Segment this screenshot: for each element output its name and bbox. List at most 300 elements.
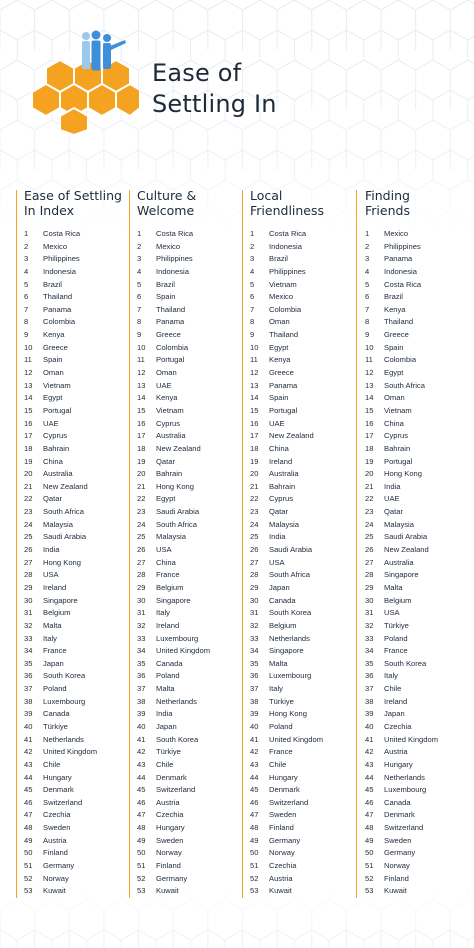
country-name: Kenya: [43, 330, 65, 340]
country-name: Malta: [156, 684, 175, 694]
rank-number: 53: [365, 886, 374, 896]
country-name: Panama: [269, 380, 298, 390]
rank-number: 27: [250, 557, 259, 567]
rank-number: 16: [365, 418, 374, 428]
rank-number: 34: [365, 646, 374, 656]
ranking-row: [24, 696, 132, 709]
ranking-row: [137, 873, 245, 886]
ranking-row: [365, 860, 473, 873]
ranking-row: [24, 620, 132, 633]
country-name: Canada: [156, 658, 183, 668]
rank-number: 51: [365, 861, 374, 871]
country-name: Philippines: [43, 254, 80, 264]
rank-number: 14: [24, 393, 33, 403]
ranking-row: [24, 354, 132, 367]
rank-number: 13: [365, 380, 374, 390]
country-name: Italy: [156, 608, 170, 618]
country-name: Costa Rica: [384, 279, 422, 289]
ranking-row: [24, 481, 132, 494]
rank-number: 16: [24, 418, 33, 428]
rank-number: 11: [24, 355, 32, 365]
ranking-row: [24, 443, 132, 456]
country-name: UAE: [384, 494, 400, 504]
column-heading-line: Culture &: [137, 188, 197, 203]
rank-number: 4: [365, 266, 370, 276]
rank-number: 17: [24, 431, 33, 441]
ranking-row: [24, 569, 132, 582]
rank-number: 6: [250, 292, 255, 302]
rank-number: 39: [250, 709, 259, 719]
country-name: Oman: [269, 317, 290, 327]
country-name: China: [156, 557, 176, 567]
ranking-row: [137, 279, 245, 292]
rank-number: 17: [250, 431, 259, 441]
column-heading: [137, 188, 245, 228]
country-name: Chile: [384, 684, 402, 694]
ranking-row: [137, 683, 245, 696]
rank-number: 31: [137, 608, 146, 618]
rank-number: 18: [365, 443, 374, 453]
country-name: Poland: [269, 721, 293, 731]
rank-number: 5: [365, 279, 370, 289]
country-name: Cyprus: [269, 494, 294, 504]
country-name: Austria: [384, 747, 408, 757]
rank-number: 50: [365, 848, 374, 858]
country-name: New Zealand: [156, 443, 201, 453]
country-name: Germany: [269, 835, 301, 845]
rank-number: 50: [137, 848, 146, 858]
ranking-row: [250, 481, 358, 494]
rank-number: 39: [24, 709, 33, 719]
rank-number: 9: [250, 330, 255, 340]
ranking-row: [137, 582, 245, 595]
rank-number: 46: [137, 797, 146, 807]
ranking-row: [250, 734, 358, 747]
ranking-row: [137, 266, 245, 279]
rank-number: 18: [250, 443, 259, 453]
ranking-row: [24, 367, 132, 380]
country-name: Finland: [269, 823, 294, 833]
country-name: Luxembourg: [156, 633, 199, 643]
rank-number: 5: [24, 279, 29, 289]
country-name: Japan: [384, 709, 405, 719]
rank-number: 7: [137, 304, 142, 314]
ranking-row: [365, 734, 473, 747]
ranking-row: [24, 797, 132, 810]
ranking-row: [250, 316, 358, 329]
ranking-row: [24, 329, 132, 342]
rank-number: 48: [365, 823, 374, 833]
rank-number: 44: [250, 772, 259, 782]
rank-number: 2: [137, 241, 142, 251]
rank-number: 12: [137, 368, 146, 378]
ranking-row: [250, 885, 358, 898]
ranking-row: [365, 304, 473, 317]
country-name: Portugal: [384, 456, 413, 466]
country-name: South Africa: [43, 507, 84, 517]
country-name: Germany: [384, 848, 416, 858]
ranking-row: [24, 506, 132, 519]
country-name: India: [269, 532, 286, 542]
rank-number: 40: [24, 721, 33, 731]
ranking-row: [137, 620, 245, 633]
rank-number: 26: [24, 545, 33, 555]
rank-number: 13: [137, 380, 146, 390]
ranking-row: [137, 291, 245, 304]
ranking-row: [24, 531, 132, 544]
rank-number: 32: [365, 620, 374, 630]
rank-number: 51: [137, 861, 146, 871]
ranking-row: [250, 456, 358, 469]
rank-number: 1: [24, 229, 29, 238]
ranking-row: [250, 784, 358, 797]
ranking-row: [137, 721, 245, 734]
rank-number: 1: [250, 229, 255, 238]
country-name: France: [156, 570, 180, 580]
country-name: Bahrain: [156, 469, 183, 479]
country-name: Malaysia: [269, 519, 299, 529]
country-name: United Kingdom: [156, 646, 211, 656]
ranking-row: [137, 443, 245, 456]
rank-number: 30: [250, 595, 259, 605]
country-name: Panama: [43, 304, 72, 314]
rank-number: 42: [24, 747, 33, 757]
rank-number: 11: [365, 355, 373, 365]
country-name: Oman: [156, 368, 177, 378]
country-name: Türkiye: [269, 696, 294, 706]
ranking-row: [365, 481, 473, 494]
country-name: Cyprus: [43, 431, 68, 441]
country-name: Denmark: [384, 810, 415, 820]
country-name: Hong Kong: [43, 557, 81, 567]
country-name: Poland: [156, 671, 180, 681]
country-name: New Zealand: [269, 431, 314, 441]
rank-number: 12: [250, 368, 259, 378]
rank-number: 22: [24, 494, 33, 504]
ranking-list: [24, 228, 132, 898]
ranking-row: [365, 746, 473, 759]
ranking-row: [365, 683, 473, 696]
country-name: Vietnam: [43, 380, 71, 390]
rank-number: 27: [365, 557, 374, 567]
rank-number: 37: [137, 684, 146, 694]
country-name: Australia: [43, 469, 73, 479]
country-name: Belgium: [384, 595, 412, 605]
country-name: Poland: [43, 684, 67, 694]
page-title-line-1: Ease of: [152, 59, 242, 87]
ranking-row: [365, 266, 473, 279]
country-name: Brazil: [156, 279, 175, 289]
ranking-row: [137, 342, 245, 355]
country-name: Kenya: [384, 304, 406, 314]
rank-number: 23: [250, 507, 259, 517]
ranking-row: [365, 253, 473, 266]
country-name: Austria: [43, 835, 67, 845]
country-name: Norway: [384, 861, 410, 871]
rank-number: 45: [250, 785, 259, 795]
ranking-row: [250, 873, 358, 886]
rank-number: 46: [24, 797, 33, 807]
rank-number: 26: [365, 545, 374, 555]
country-name: USA: [156, 545, 172, 555]
rank-number: 19: [137, 456, 146, 466]
rank-number: 2: [365, 241, 370, 251]
country-name: Ireland: [269, 456, 293, 466]
rank-number: 33: [250, 633, 259, 643]
rank-number: 30: [24, 595, 33, 605]
country-name: Thailand: [269, 330, 299, 340]
rank-number: 24: [250, 519, 259, 529]
rank-number: 14: [365, 393, 374, 403]
country-name: Japan: [269, 582, 290, 592]
ranking-row: [250, 822, 358, 835]
country-name: Chile: [43, 759, 61, 769]
rank-number: 2: [24, 241, 29, 251]
country-name: Luxembourg: [384, 785, 427, 795]
ranking-row: [137, 772, 245, 785]
country-name: UAE: [156, 380, 172, 390]
rank-number: 35: [365, 658, 374, 668]
rank-number: 22: [250, 494, 259, 504]
country-name: Norway: [43, 873, 69, 883]
country-name: Mexico: [269, 292, 294, 302]
ranking-row: [250, 721, 358, 734]
country-name: Spain: [43, 355, 63, 365]
rank-number: 34: [137, 646, 146, 656]
ranking-row: [24, 392, 132, 405]
country-name: Brazil: [269, 254, 288, 264]
rank-number: 50: [24, 848, 33, 858]
rank-number: 33: [365, 633, 374, 643]
rank-number: 39: [365, 709, 374, 719]
country-name: Saudi Arabia: [156, 507, 200, 517]
ranking-row: [137, 531, 245, 544]
column-heading-line: Local: [250, 188, 283, 203]
ranking-row: [250, 405, 358, 418]
rank-number: 39: [137, 709, 146, 719]
ranking-row: [24, 885, 132, 898]
country-name: Sweden: [43, 823, 71, 833]
ranking-row: [137, 418, 245, 431]
rank-number: 53: [24, 886, 33, 896]
country-name: China: [43, 456, 63, 466]
rank-number: 11: [250, 355, 258, 365]
rank-number: 12: [24, 368, 33, 378]
rank-number: 38: [250, 696, 259, 706]
ranking-row: [365, 418, 473, 431]
country-name: Denmark: [43, 785, 74, 795]
rank-number: 1: [137, 229, 142, 238]
ranking-row: [365, 797, 473, 810]
ranking-row: [24, 342, 132, 355]
country-name: Vietnam: [269, 279, 297, 289]
ranking-row: [365, 443, 473, 456]
ranking-row: [365, 519, 473, 532]
country-name: Costa Rica: [43, 229, 81, 238]
ranking-list: [250, 228, 358, 898]
ranking-row: [365, 582, 473, 595]
country-name: Finland: [43, 848, 68, 858]
country-name: Egypt: [43, 393, 63, 403]
ranking-row: [24, 468, 132, 481]
rank-number: 42: [137, 747, 146, 757]
ranking-row: [137, 885, 245, 898]
ranking-row: [365, 696, 473, 709]
rank-number: 37: [24, 684, 33, 694]
rank-number: 43: [250, 759, 259, 769]
rank-number: 23: [365, 507, 374, 517]
country-name: France: [384, 646, 408, 656]
ranking-row: [24, 519, 132, 532]
country-name: Hungary: [43, 772, 72, 782]
ranking-row: [365, 658, 473, 671]
rank-number: 16: [137, 418, 146, 428]
country-name: Egypt: [156, 494, 176, 504]
country-name: Philippines: [384, 241, 421, 251]
rank-number: 13: [250, 380, 259, 390]
rank-number: 32: [137, 620, 146, 630]
rank-number: 50: [250, 848, 259, 858]
rank-number: 53: [250, 886, 259, 896]
column-heading-line: Friendliness: [250, 203, 325, 218]
country-name: Singapore: [43, 595, 78, 605]
country-name: Malta: [384, 582, 403, 592]
rank-number: 26: [250, 545, 259, 555]
country-name: South Korea: [156, 734, 199, 744]
ranking-row: [24, 784, 132, 797]
ranking-row: [365, 569, 473, 582]
ranking-row: [250, 304, 358, 317]
ranking-row: [137, 367, 245, 380]
ranking-row: [137, 380, 245, 393]
ranking-row: [365, 885, 473, 898]
rank-number: 34: [24, 646, 33, 656]
ranking-row: [137, 481, 245, 494]
ranking-row: [250, 430, 358, 443]
ranking-row: [137, 430, 245, 443]
rank-number: 34: [250, 646, 259, 656]
country-name: Panama: [156, 317, 185, 327]
ranking-row: [250, 772, 358, 785]
country-name: Ireland: [156, 620, 180, 630]
rank-number: 41: [24, 734, 33, 744]
country-name: Canada: [269, 595, 296, 605]
rank-number: 18: [24, 443, 33, 453]
ranking-row: [365, 544, 473, 557]
column-heading-line: Welcome: [137, 203, 195, 218]
ranking-row: [250, 645, 358, 658]
ranking-row: [250, 557, 358, 570]
country-name: Qatar: [384, 507, 403, 517]
ranking-row: [137, 595, 245, 608]
country-name: Greece: [43, 342, 68, 352]
rank-number: 24: [24, 519, 33, 529]
country-name: Italy: [269, 684, 283, 694]
country-name: France: [269, 747, 293, 757]
ranking-list: [137, 228, 245, 898]
rank-number: 36: [250, 671, 259, 681]
country-name: Chile: [269, 759, 287, 769]
ranking-row: [24, 316, 132, 329]
ranking-row: [250, 544, 358, 557]
ranking-row: [137, 645, 245, 658]
ranking-row: [365, 835, 473, 848]
ranking-row: [24, 734, 132, 747]
ranking-row: [250, 670, 358, 683]
rank-number: 37: [365, 684, 374, 694]
country-name: Czechia: [384, 721, 412, 731]
country-name: Finland: [156, 861, 181, 871]
country-name: Mexico: [43, 241, 68, 251]
country-name: USA: [43, 570, 59, 580]
rank-number: 48: [24, 823, 33, 833]
ranking-row: [250, 658, 358, 671]
country-name: Portugal: [156, 355, 185, 365]
country-name: Canada: [43, 709, 70, 719]
ranking-row: [250, 746, 358, 759]
country-name: Kuwait: [384, 886, 407, 896]
ranking-row: [137, 822, 245, 835]
ranking-row: [137, 506, 245, 519]
ranking-row: [24, 847, 132, 860]
rank-number: 2: [250, 241, 255, 251]
rank-number: 52: [137, 873, 146, 883]
rank-number: 10: [24, 342, 33, 352]
ranking-row: [250, 620, 358, 633]
country-name: Luxembourg: [43, 696, 86, 706]
ranking-row: [365, 633, 473, 646]
ranking-row: [137, 468, 245, 481]
ranking-row: [250, 228, 358, 241]
ranking-row: [24, 253, 132, 266]
rank-number: 38: [365, 696, 374, 706]
rank-number: 27: [137, 557, 146, 567]
ranking-row: [137, 759, 245, 772]
ranking-row: [24, 772, 132, 785]
country-name: Cyprus: [156, 418, 181, 428]
rank-number: 44: [24, 772, 33, 782]
ranking-row: [250, 708, 358, 721]
ranking-row: [365, 531, 473, 544]
ranking-row: [24, 607, 132, 620]
country-name: Türkiye: [43, 721, 68, 731]
country-name: Denmark: [156, 772, 187, 782]
rank-number: 21: [250, 481, 259, 491]
country-name: Oman: [384, 393, 405, 403]
rank-number: 3: [365, 254, 370, 264]
ranking-row: [137, 544, 245, 557]
ranking-row: [250, 418, 358, 431]
ranking-row: [137, 316, 245, 329]
rank-number: 1: [365, 229, 370, 238]
country-name: South Korea: [43, 671, 86, 681]
rank-number: 20: [137, 469, 146, 479]
rank-number: 4: [137, 266, 142, 276]
rank-number: 21: [365, 481, 374, 491]
column-heading: [365, 188, 473, 228]
ranking-row: [250, 354, 358, 367]
rank-number: 7: [365, 304, 370, 314]
rank-number: 33: [137, 633, 146, 643]
column-local-friendliness: [250, 188, 358, 898]
country-name: France: [43, 646, 67, 656]
ranking-row: [137, 392, 245, 405]
country-name: Australia: [269, 469, 299, 479]
rank-number: 16: [250, 418, 259, 428]
ranking-row: [137, 405, 245, 418]
rank-number: 15: [24, 405, 33, 415]
rank-number: 10: [250, 342, 259, 352]
